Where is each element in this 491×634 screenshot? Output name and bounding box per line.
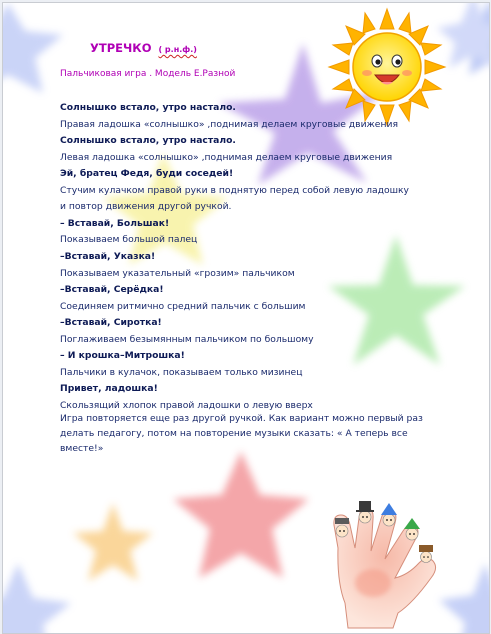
poem-line: –Вставай, Указка! [60,251,156,262]
hand-finger-puppets-icon [334,501,436,628]
instruction-line: Поглаживаем безымянным пальчиком по большому [60,333,314,345]
poem-line: Солнышко встало, утро настало. [60,102,236,113]
blue-star-top-right-icon [437,3,489,75]
puppet-ring-icon [404,518,420,540]
instruction-line: Соединяем ритмично средний пальчик с большим [60,300,306,312]
instruction-line: Пальчики в кулачок, показываем только мизинец [60,366,303,378]
poem-line: –Вставай, Серёдка! [60,284,164,296]
orange-star-icon [73,503,153,581]
document-page [2,2,490,634]
poem-line: Эй, братец Федя, буди соседей! [60,168,234,180]
instruction-line: Правая ладошка «солнышко» ,поднимая делаем круговые движения [60,118,398,130]
instruction-line: Стучим кулачком правой руки в поднятую перед собой левую ладошку [60,184,409,196]
instruction-line: и повтор движения другой ручкой. [60,201,232,213]
document-title [90,41,197,55]
blue-star-bottom-right-icon [439,563,489,633]
red-star-icon [173,451,309,578]
poem-line: – И крошка–Митрошка! [60,350,185,362]
green-star-icon [328,235,465,365]
instruction-line: Левая ладошка «солнышко» ,поднимая делаем круговые движения [60,151,393,163]
instruction-line: Показываем большой палец [60,234,198,246]
blue-star-bottom-left-icon [3,563,71,633]
puppet-thumb-icon [335,518,349,537]
title-subtext: ( р.н.ф.) [158,45,197,54]
sun-icon [329,9,445,125]
instruction-line: Скользящий хлопок правой ладошки о левую вверх [60,399,313,411]
document-subtitle: Пальчиковая игра . Модель Е.Разной [60,69,236,79]
instruction-line: Показываем указательный «грозим» пальчиком [60,267,295,279]
footer-note: Игра повторяется еще раз другой ручкой. Как вариант можно первый раз делать педагогу, потом на повторение музыки сказать: « А теперь все вместе!» [60,413,423,454]
title-main: УТРЕЧКО [90,41,152,55]
poem-line: –Вставай, Сиротка! [60,317,162,329]
blue-star-top-left-icon [3,3,63,93]
puppet-middle-icon [381,503,397,526]
puppet-pinky-icon [419,545,433,563]
poem-line: – Вставай, Большак! [60,217,170,229]
poem-line: Солнышко встало, утро настало. [60,135,236,147]
poem-line: Привет, ладошка! [60,383,158,395]
